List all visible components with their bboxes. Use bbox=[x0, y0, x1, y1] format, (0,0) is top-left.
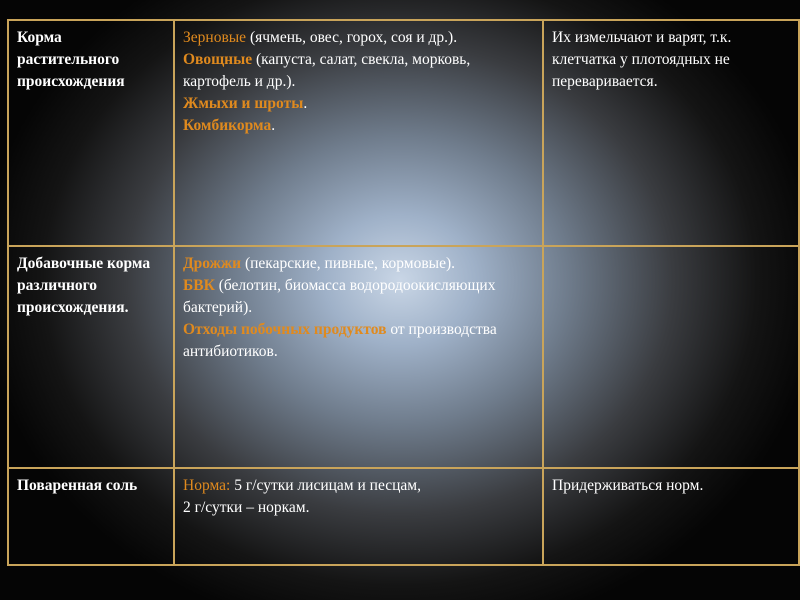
item-term: Зерновые bbox=[183, 29, 247, 46]
item-text: от производства антибиотиков. bbox=[183, 321, 497, 360]
item-text: . bbox=[303, 95, 308, 112]
list-item bbox=[183, 253, 534, 275]
table-row bbox=[8, 20, 799, 246]
note-cell bbox=[543, 246, 799, 468]
category-cell: Поваренная соль bbox=[8, 468, 174, 565]
category-cell: Корма растительного происхождения bbox=[8, 20, 174, 246]
list-item bbox=[183, 275, 534, 319]
item-term: Комбикорма bbox=[183, 117, 272, 134]
item-text: (капуста, салат, свекла, морковь, картофель и др.). bbox=[183, 51, 471, 90]
list-item bbox=[183, 475, 534, 497]
norm-line-1: 5 г/сутки лисицам и песцам, bbox=[230, 477, 421, 494]
note-cell: Их измельчают и варят, т.к. клетчатка у плотоядных не переваривается. bbox=[543, 20, 799, 246]
category-cell: Добавочные корма различного происхождения. bbox=[8, 246, 174, 468]
item-term: Отходы побочных продуктов bbox=[183, 321, 387, 338]
item-text: (белотин, биомасса водородоокисляющих бактерий). bbox=[183, 277, 496, 316]
list-item bbox=[183, 115, 534, 137]
item-text: . bbox=[271, 117, 276, 134]
norm-line-2: 2 г/сутки – норкам. bbox=[183, 499, 310, 516]
table-row bbox=[8, 468, 799, 565]
note-cell: Придерживаться норм. bbox=[543, 468, 799, 565]
feed-table bbox=[7, 19, 800, 566]
table-row bbox=[8, 246, 799, 468]
item-text: (ячмень, овес, горох, соя и др.). bbox=[246, 29, 458, 46]
list-item bbox=[183, 27, 534, 49]
item-term: Дрожжи bbox=[183, 255, 242, 272]
item-text: (пекарские, пивные, кормовые). bbox=[241, 255, 455, 272]
list-item bbox=[183, 49, 534, 93]
list-item bbox=[183, 93, 534, 115]
norm-label: Норма: bbox=[183, 477, 231, 494]
list-item bbox=[183, 319, 534, 363]
items-cell bbox=[174, 20, 543, 246]
item-term: Овощные bbox=[183, 51, 253, 68]
item-term: Жмыхи и шроты bbox=[183, 95, 304, 112]
items-cell bbox=[174, 246, 543, 468]
item-term: БВК bbox=[183, 277, 215, 294]
items-cell bbox=[174, 468, 543, 565]
